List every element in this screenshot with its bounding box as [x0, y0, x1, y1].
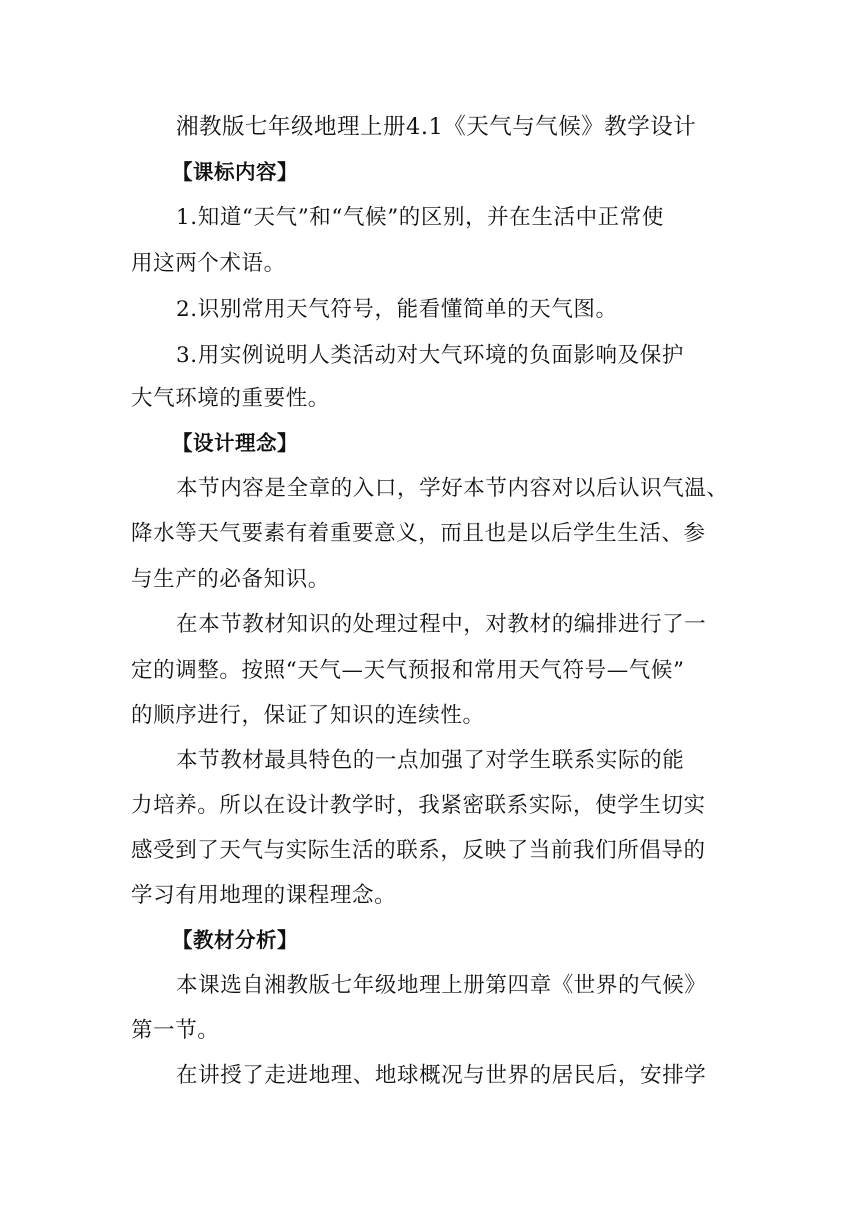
document-title: 湘教版七年级地理上册4.1《天气与气候》教学设计 [176, 114, 697, 140]
paragraph-line: 大气环境的重要性。 [131, 386, 330, 411]
paragraph-line: 第一节。 [131, 1018, 220, 1043]
paragraph-line: 1.知道“天气”和“气候”的区别，并在生活中正常使 [176, 205, 664, 230]
paragraph-line: 力培养。所以在设计教学时，我紧密联系实际，使学生切实 [131, 793, 706, 818]
paragraph-line: 本节教材最具特色的一点加强了对学生联系实际的能 [176, 748, 685, 773]
paragraph-line: 用这两个术语。 [131, 251, 286, 276]
paragraph-line: 在讲授了走进地理、地球概况与世界的居民后，安排学 [176, 1063, 707, 1088]
section-heading-design-concept: 【设计理念】 [172, 431, 298, 455]
section-heading-textbook-analysis: 【教材分析】 [172, 928, 298, 952]
paragraph-line: 本节内容是全章的入口，学好本节内容对以后认识气温、 [176, 476, 729, 501]
paragraph-line: 降水等天气要素有着重要意义，而且也是以后学生生活、参 [131, 521, 706, 546]
section-heading-curriculum: 【课标内容】 [172, 160, 298, 184]
paragraph-line: 感受到了天气与实际生活的联系，反映了当前我们所倡导的 [131, 838, 706, 863]
paragraph-line: 学习有用地理的课程理念。 [131, 883, 397, 908]
paragraph-line: 与生产的必备知识。 [131, 567, 330, 592]
paragraph-line: 2.识别常用天气符号，能看懂简单的天气图。 [176, 297, 618, 322]
paragraph-line: 3.用实例说明人类活动对大气环境的负面影响及保护 [176, 343, 684, 368]
paragraph-line: 的顺序进行，保证了知识的连续性。 [131, 703, 485, 728]
paragraph-line: 定的调整。按照“天气—天气预报和常用天气符号—气候” [131, 658, 685, 683]
paragraph-line: 本课选自湘教版七年级地理上册第四章《世界的气候》 [176, 973, 707, 998]
paragraph-line: 在本节教材知识的处理过程中，对教材的编排进行了一 [176, 612, 707, 637]
